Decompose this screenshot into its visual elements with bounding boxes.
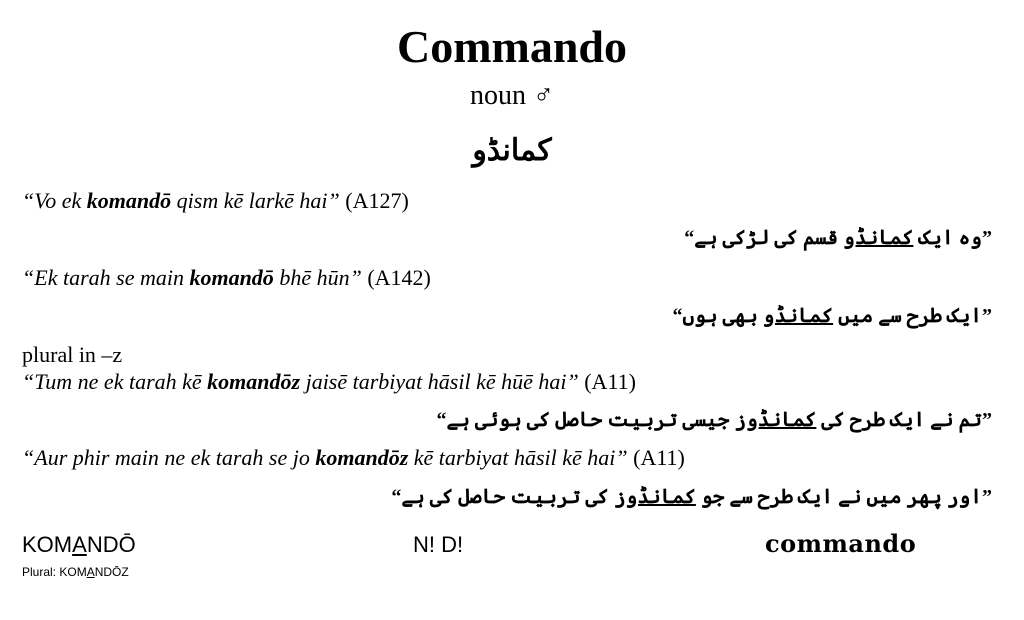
- example-roman: “Aur phir main ne ek tarah se jo komandōz kē tarbiyat hāsil kē hai” (A11): [22, 445, 685, 470]
- example-reference: (A127): [345, 188, 409, 213]
- source-word: commando: [765, 529, 917, 558]
- example-reference: (A11): [584, 369, 636, 394]
- example-keyword: komandōz: [315, 445, 409, 470]
- urdu-headword: کمانڈو: [472, 134, 552, 167]
- example-keyword: komandō: [189, 265, 274, 290]
- example-roman: “Ek tarah se main komandō bhē hūn” (A142): [22, 265, 431, 290]
- plural-transliteration: Plural: KOMANDŌZ: [22, 565, 129, 579]
- example-urdu: ”وہ ایک کمانڈو قسم کی لڑکی ہے“: [684, 227, 992, 249]
- example-keyword: komandō: [86, 188, 172, 213]
- entry-headword: Commando: [396, 21, 628, 72]
- example-urdu: ”تم نے ایک طرح کی کمانڈوز جیسی تربیت حاصل کی ہوئی ہے“: [436, 409, 992, 431]
- example-roman: “Vo ek komandō qism kē larkē hai” (A127): [22, 188, 409, 213]
- part-of-speech: noun ♂: [470, 80, 554, 111]
- urdu-keyword: کمانڈو: [762, 305, 834, 327]
- plural-note: plural in –z: [22, 342, 123, 367]
- example-reference: (A11): [633, 445, 685, 470]
- example-reference: (A142): [367, 265, 431, 290]
- urdu-keyword: کمانڈوز: [613, 486, 696, 508]
- example-roman: “Tum ne ek tarah kē komandōz jaisē tarbiyat hāsil kē hūē hai” (A11): [22, 369, 636, 394]
- transliteration-code: KOMANDŌ: [22, 532, 136, 557]
- example-keyword: komandōz: [207, 369, 301, 394]
- stress-code: N! D!: [413, 532, 464, 557]
- urdu-keyword: کمانڈوز: [734, 409, 817, 431]
- example-urdu: ”اور پھر میں نے ایک طرح سے جو کمانڈوز کی تربیت حاصل کی ہے“: [391, 486, 992, 508]
- example-urdu: ”ایک طرح سے میں کمانڈو بھی ہوں“: [672, 305, 992, 327]
- urdu-keyword: کمانڈو: [843, 227, 914, 249]
